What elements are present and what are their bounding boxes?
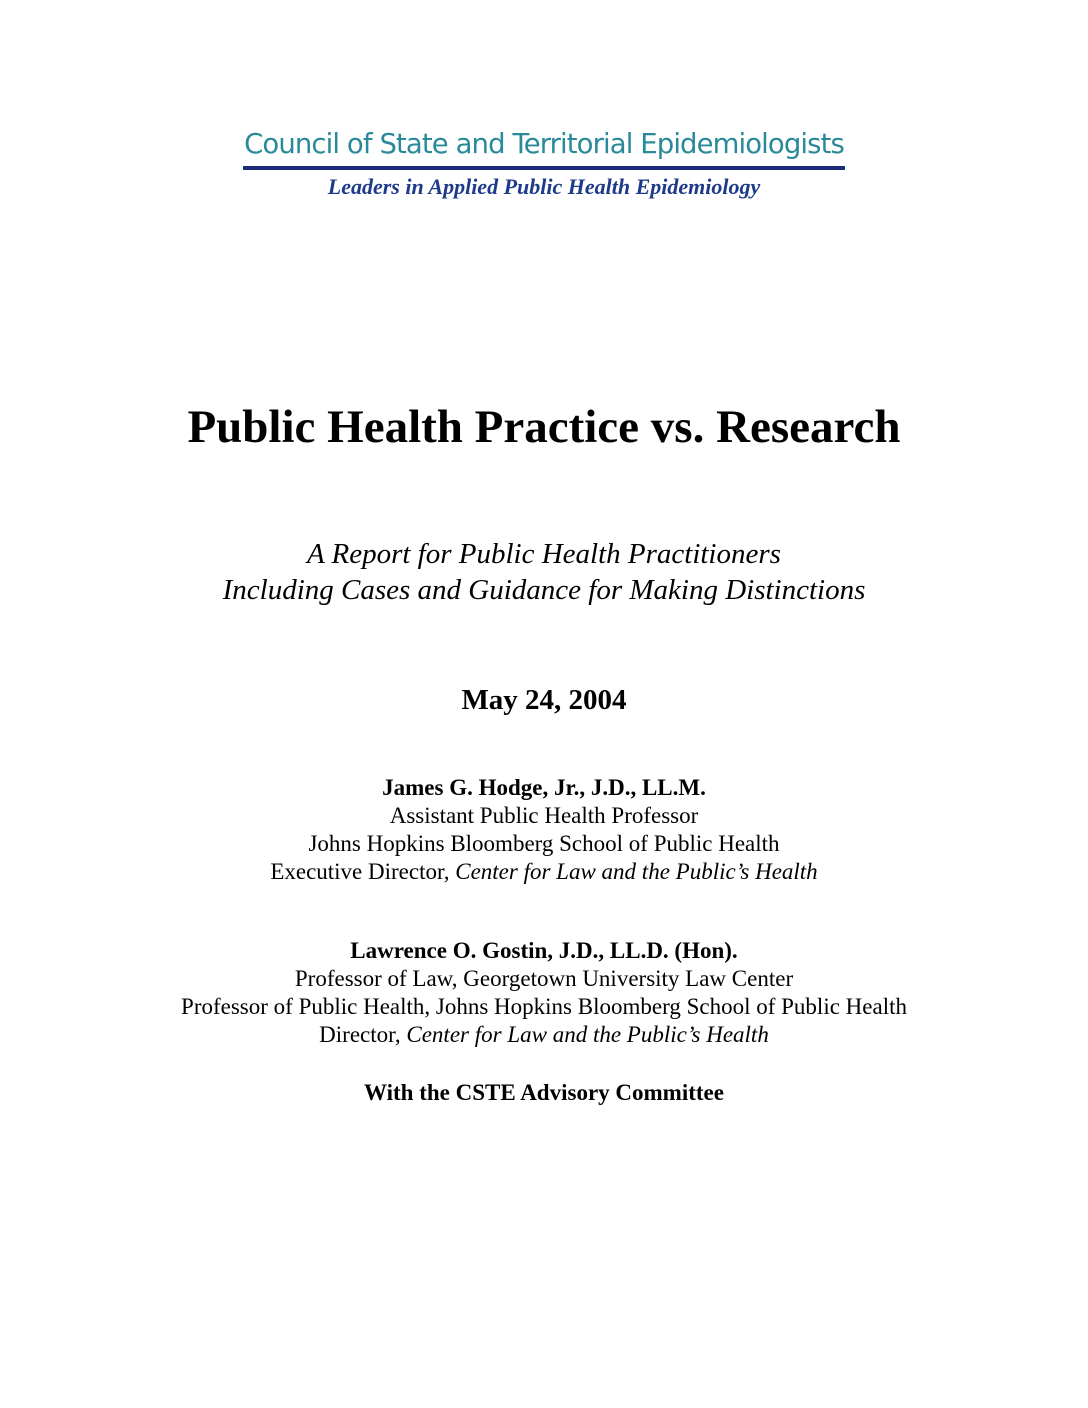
author-2-role-prefix: Director, bbox=[319, 1022, 407, 1047]
author-1-role-prefix: Executive Director, bbox=[270, 859, 456, 884]
report-subtitle-line-1: A Report for Public Health Practitioners bbox=[307, 538, 781, 570]
logo-underline bbox=[243, 166, 845, 170]
author-1-title: Assistant Public Health Professor bbox=[389, 803, 699, 828]
author-2-center-name: Center for Law and the Public’s Health bbox=[406, 1022, 769, 1047]
organization-name: Council of State and Territorial Epidemiologists bbox=[244, 128, 844, 160]
report-subtitle-line-2: Including Cases and Guidance for Making Distinctions bbox=[222, 574, 866, 606]
author-1-role bbox=[0, 859, 1088, 885]
author-2-role bbox=[0, 1022, 1088, 1048]
author-2-name: Lawrence O. Gostin, J.D., LL.D. (Hon). bbox=[350, 938, 738, 963]
advisory-committee-credit: With the CSTE Advisory Committee bbox=[364, 1080, 724, 1105]
organization-tagline: Leaders in Applied Public Health Epidemiology bbox=[327, 174, 761, 199]
report-title: Public Health Practice vs. Research bbox=[187, 401, 901, 453]
author-1-center-name: Center for Law and the Public’s Health bbox=[455, 859, 818, 884]
author-2-title: Professor of Law, Georgetown University Law Center bbox=[294, 966, 794, 991]
author-2-affiliation: Professor of Public Health, Johns Hopkins Bloomberg School of Public Health bbox=[181, 994, 907, 1019]
organization-logo bbox=[243, 128, 845, 172]
author-1-name: James G. Hodge, Jr., J.D., LL.M. bbox=[382, 775, 706, 800]
report-date: May 24, 2004 bbox=[461, 684, 627, 716]
author-1-affiliation: Johns Hopkins Bloomberg School of Public Health bbox=[308, 831, 780, 856]
